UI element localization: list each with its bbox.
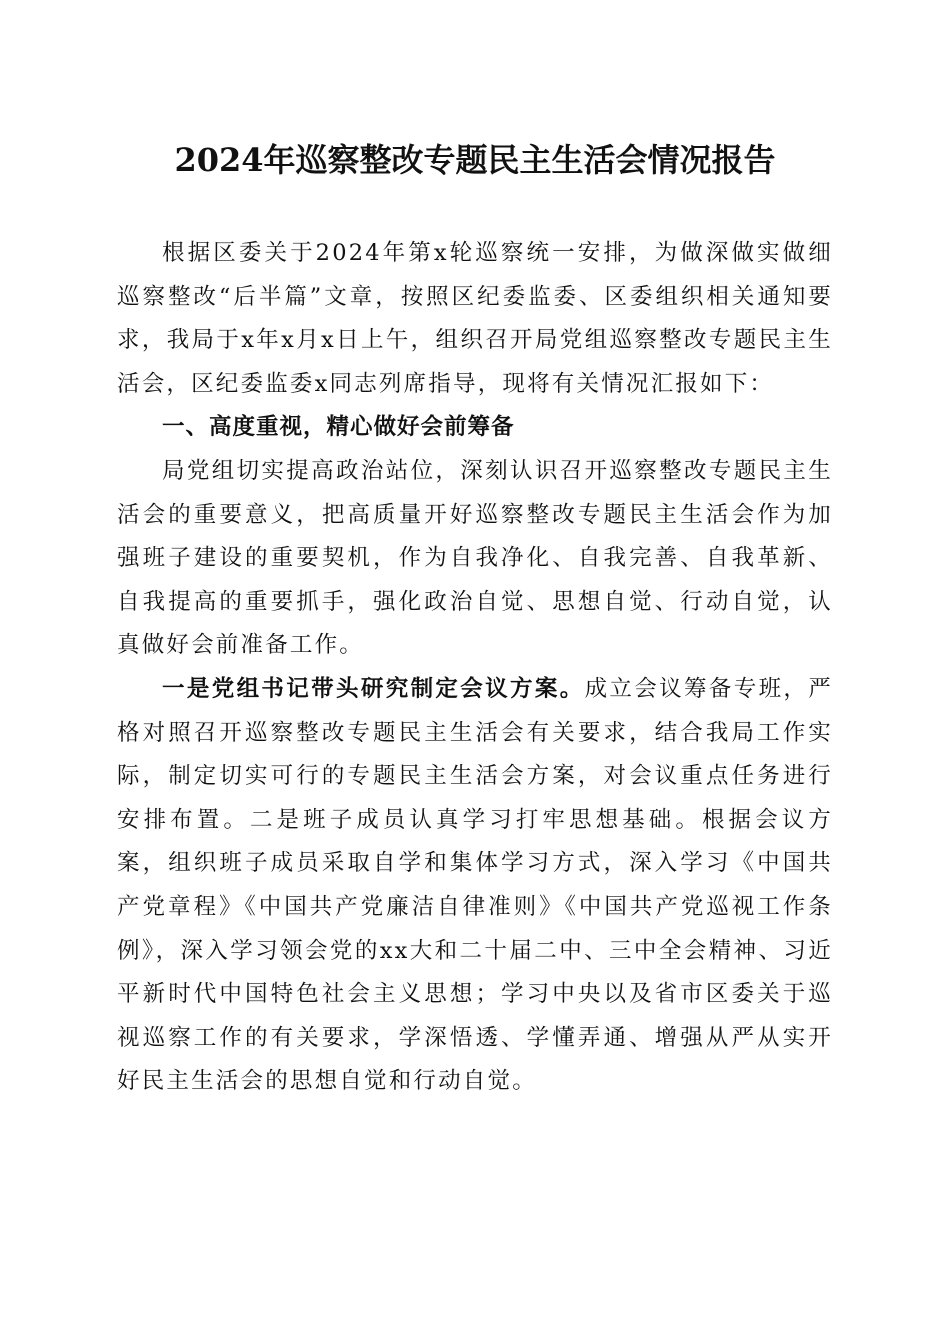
intro-paragraph: 根据区委关于2024年第x轮巡察统一安排，为做深做实做细巡察整改“后半篇”文章，按照区纪委监委、区委组织相关通知要求，我局于x年x月x日上午，组织召开局党组巡察整改专题民主生活会，区纪委监委x同志列席指导，现将有关情况汇报如下： (117, 240, 833, 397)
section-heading: 一、高度重视，精心做好会前筹备 (162, 414, 515, 441)
section-paragraph-measures (117, 668, 833, 1104)
document-body (117, 232, 833, 1104)
paragraph-lead-sentence: 一是党组书记带头研究制定会议方案。 (162, 675, 585, 702)
document-title: 2024年巡察整改专题民主生活会情况报告 (174, 141, 776, 179)
paragraph-body-text: 成立会议筹备专班，严格对照召开巡察整改专题民主生活会有关要求，结合我局工作实际，制定切实可行的专题民主生活会方案，对会议重点任务进行安排布置。二是班子成员认真学习打牢思想基础。根据会议方案，组织班子成员采取自学和集体学习方式，深入学习《中国共产党章程》《中国共产党廉洁自律准则》《中国共产党巡视工作条例》，深入学习领会党的xx大和二十届二中、三中全会精神、习近平新时代中国特色社会主义思想；学习中央以及省市区委关于巡视巡察工作的有关要求，学深悟透、学懂弄通、增强从严从实开好民主生活会的思想自觉和行动自觉。 (117, 675, 833, 1095)
section-paragraph: 局党组切实提高政治站位，深刻认识召开巡察整改专题民主生活会的重要意义，把高质量开好巡察整改专题民主生活会作为加强班子建设的重要契机，作为自我净化、自我完善、自我革新、自我提高的重要抓手，强化政治自觉、思想自觉、行动自觉，认真做好会前准备工作。 (117, 457, 833, 659)
